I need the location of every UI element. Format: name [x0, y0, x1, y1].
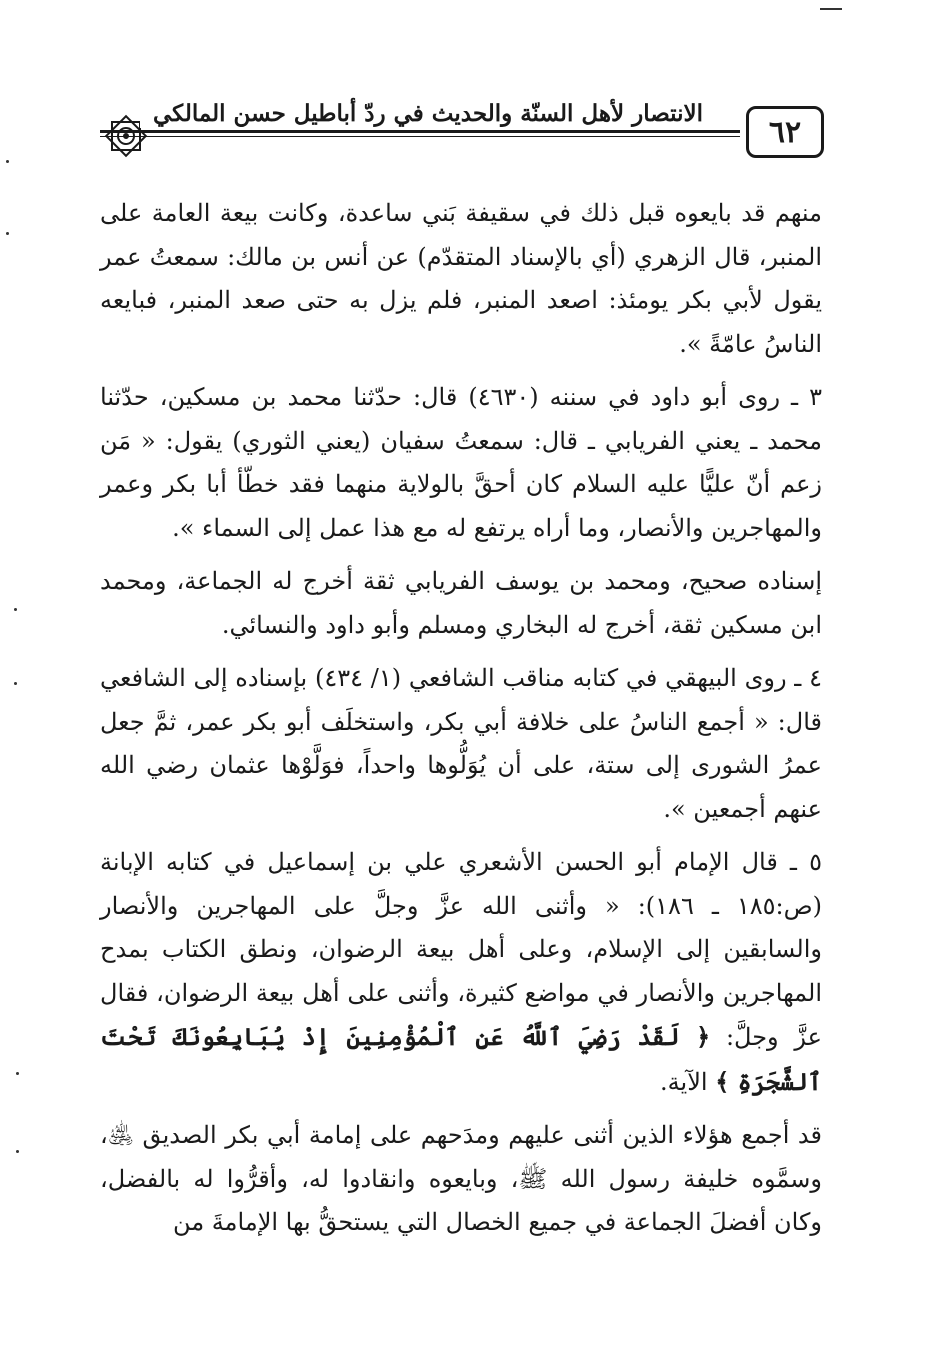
paragraph-2: ٣ ـ روى أبو داود في سننه (٤٦٣٠) قال: حدّثنا محمد بن مسكين، حدّثنا محمد ـ يعني الفريابي ـ قال: سمعتُ سفيان (يعني الثوري) يقول: « مَن زعم أنّ عليًّا عليه السلام كان أحقَّ بالولاية منهما فقد خطّأ أبا بكر وعمر والمهاجرين والأنصار، وما أراه يرتفع له مع هذا عمل إلى السماء ». [100, 383, 823, 542]
body-text [100, 192, 822, 1255]
quran-verse: ﴿ لَقَدْ رَضِيَ ٱللَّهُ عَنِ ٱلْمُؤْمِنِينَ إِذْ يُبَايِعُونَكَ تَحْتَ ٱلشَّجَرَةِ ﴾ [100, 1022, 822, 1096]
margin-mark [6, 160, 9, 163]
margin-mark [6, 232, 9, 235]
verse-suffix: الآية. [660, 1067, 716, 1096]
paragraph-5 [100, 841, 822, 1104]
margin-mark [16, 1150, 19, 1153]
paragraph-3: إسناده صحيح، ومحمد بن يوسف الفريابي ثقة أخرج له الجماعة، ومحمد ابن مسكين ثقة، أخرج له البخاري ومسلم وأبو داود والنسائي. [100, 567, 822, 639]
paragraph-1: منهم قد بايعوه قبل ذلك في سقيفة بَني ساعدة، وكانت بيعة العامة على المنبر، قال الزهري (أي بالإسناد المتقدّم) عن أنس بن مالك: سمعتُ عمر يقول لأبي بكر يومئذ: اصعد المنبر، فلم يزل به حتى صعد المنبر، فبايعه الناسُ عامّةً ». [100, 199, 822, 358]
header-rule [100, 130, 740, 137]
paragraph-6: قد أجمع هؤلاء الذين أثنى عليهم ومدَحهم على إمامة أبي بكر الصديق ﵁، وسمَّوه خليفة رسول الله ﷺ، وبايعوه وانقادوا له، وأقرُّوا له بالفضل، وكان أفضلَ الجماعة في جميع الخصال التي يستحقُّ بها الإمامةَ من [100, 1121, 822, 1236]
margin-mark [16, 1072, 19, 1075]
page-header [100, 100, 830, 164]
margin-mark [14, 682, 17, 685]
running-title: الانتصار لأهل السنّة والحديث في ردّ أباطيل حسن المالكي [140, 100, 716, 128]
margin-mark [14, 608, 17, 611]
page-number: ٦٢ [746, 106, 824, 158]
scan-mark [820, 8, 842, 10]
paragraph-4: ٤ ـ روى البيهقي في كتابه مناقب الشافعي (١/ ٤٣٤) بإسناده إلى الشافعي قال: « أجمع الناسُ على خلافة أبي بكر، واستخلَف أبو بكر عمر، ثمَّ جعل عمرُ الشورى إلى ستة، على أن يُوَلُّوها واحداً، فوَلَّوْها عثمان رضي الله عنهم أجمعين ». [100, 664, 822, 823]
paragraph-5-text: ٥ ـ قال الإمام أبو الحسن الأشعري علي بن إسماعيل في كتابه الإبانة (ص:١٨٥ ـ ١٨٦): « وأثنى الله عزَّ وجلَّ على المهاجرين والأنصار والسابقين إلى الإسلام، وعلى أهل بيعة الرضوان، ونطق الكتاب بمدح المهاجرين والأنصار في مواضع كثيرة، وأثنى على أهل بيعة الرضوان، فقال عزَّ وجلَّ: [100, 848, 823, 1051]
